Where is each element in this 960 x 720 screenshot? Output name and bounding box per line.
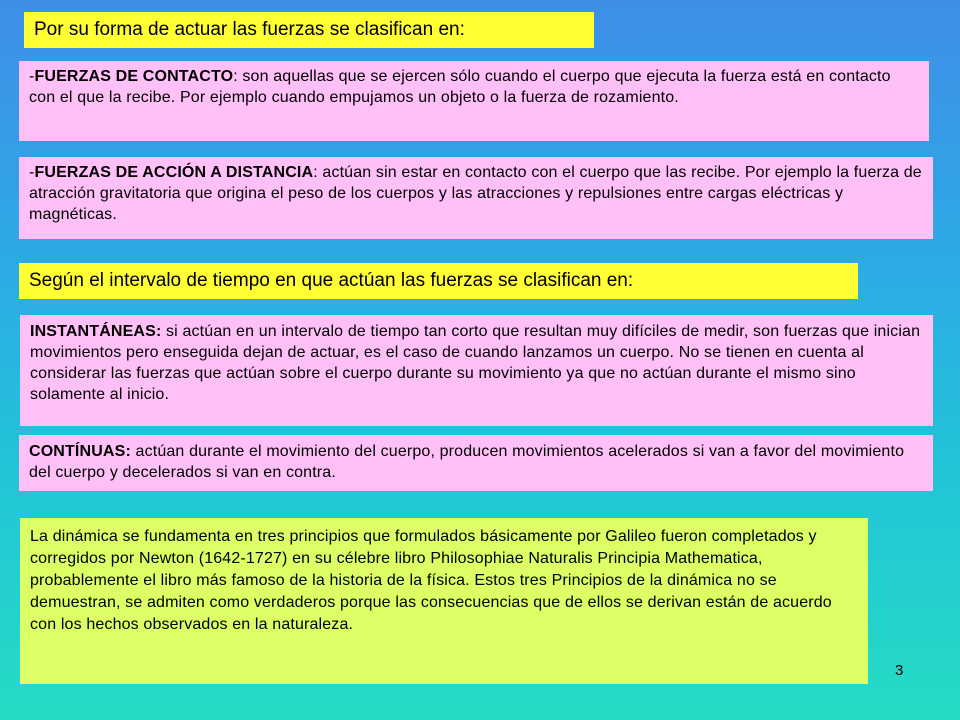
fuerzas-distancia-prefix: -	[29, 164, 35, 181]
instantaneas-term: INSTANTÁNEAS:	[30, 323, 162, 340]
fuerzas-distancia-term: FUERZAS DE ACCIÓN A DISTANCIA	[34, 164, 314, 181]
dinamica-summary-box	[20, 518, 868, 684]
fuerzas-contacto-box	[19, 61, 929, 141]
page-number: 3	[895, 662, 904, 679]
instantaneas-text: si actúan en un intervalo de tiempo tan corto que resultan muy difíciles de medir, son fuerzas que inician movimientos pero enseguida dejan de actuar, es el caso de cuando lanzamos un cuerpo. No se tienen en cuenta al considerar las fuerzas que actúan sobre el cuerpo durante su movimiento ya que no actúan durante el mismo sino solamente al inicio.	[30, 323, 921, 403]
heading-forma-de-actuar-text: Por su forma de actuar las fuerzas se clasifican en:	[34, 19, 465, 40]
continuas-text: actúan durante el movimiento del cuerpo, producen movimientos acelerados si van a favor del movimiento del cuerpo y decelerados si van en contra.	[29, 443, 905, 481]
instantaneas-box	[20, 315, 933, 426]
heading-intervalo-de-tiempo	[19, 263, 858, 299]
heading-forma-de-actuar	[24, 12, 594, 48]
heading-intervalo-de-tiempo-text: Según el intervalo de tiempo en que actúan las fuerzas se clasifican en:	[29, 270, 634, 291]
fuerzas-distancia-text: : actúan sin estar en contacto con el cuerpo que las recibe. Por ejemplo la fuerza de atracción gravitatoria que origina el peso de los cuerpos y las atracciones y repulsiones entre cargas eléctricas y magnéticas.	[29, 164, 922, 223]
continuas-term: CONTÍNUAS:	[29, 443, 131, 460]
dinamica-summary-text: La dinámica se fundamenta en tres principios que formulados básicamente por Galileo fueron completados y corregidos por Newton (1642-1727) en su célebre libro Philosophiae Naturalis Principia Mathematica, probablemente el libro más famoso de la historia de la física. Estos tres Principios de la dinámica no se demuestran, se admiten como verdaderos porque las consecuencias que de ellos se derivan están de acuerdo con los hechos observados en la naturaleza.	[30, 528, 832, 633]
fuerzas-contacto-text: : son aquellas que se ejercen sólo cuando el cuerpo que ejecuta la fuerza está en contacto con el que la recibe. Por ejemplo cuando empujamos un objeto o la fuerza de rozamiento.	[29, 68, 891, 106]
fuerzas-distancia-box	[19, 157, 933, 239]
continuas-box	[19, 435, 933, 491]
fuerzas-contacto-prefix: -	[29, 68, 35, 85]
fuerzas-contacto-term: FUERZAS DE CONTACTO	[34, 68, 234, 85]
